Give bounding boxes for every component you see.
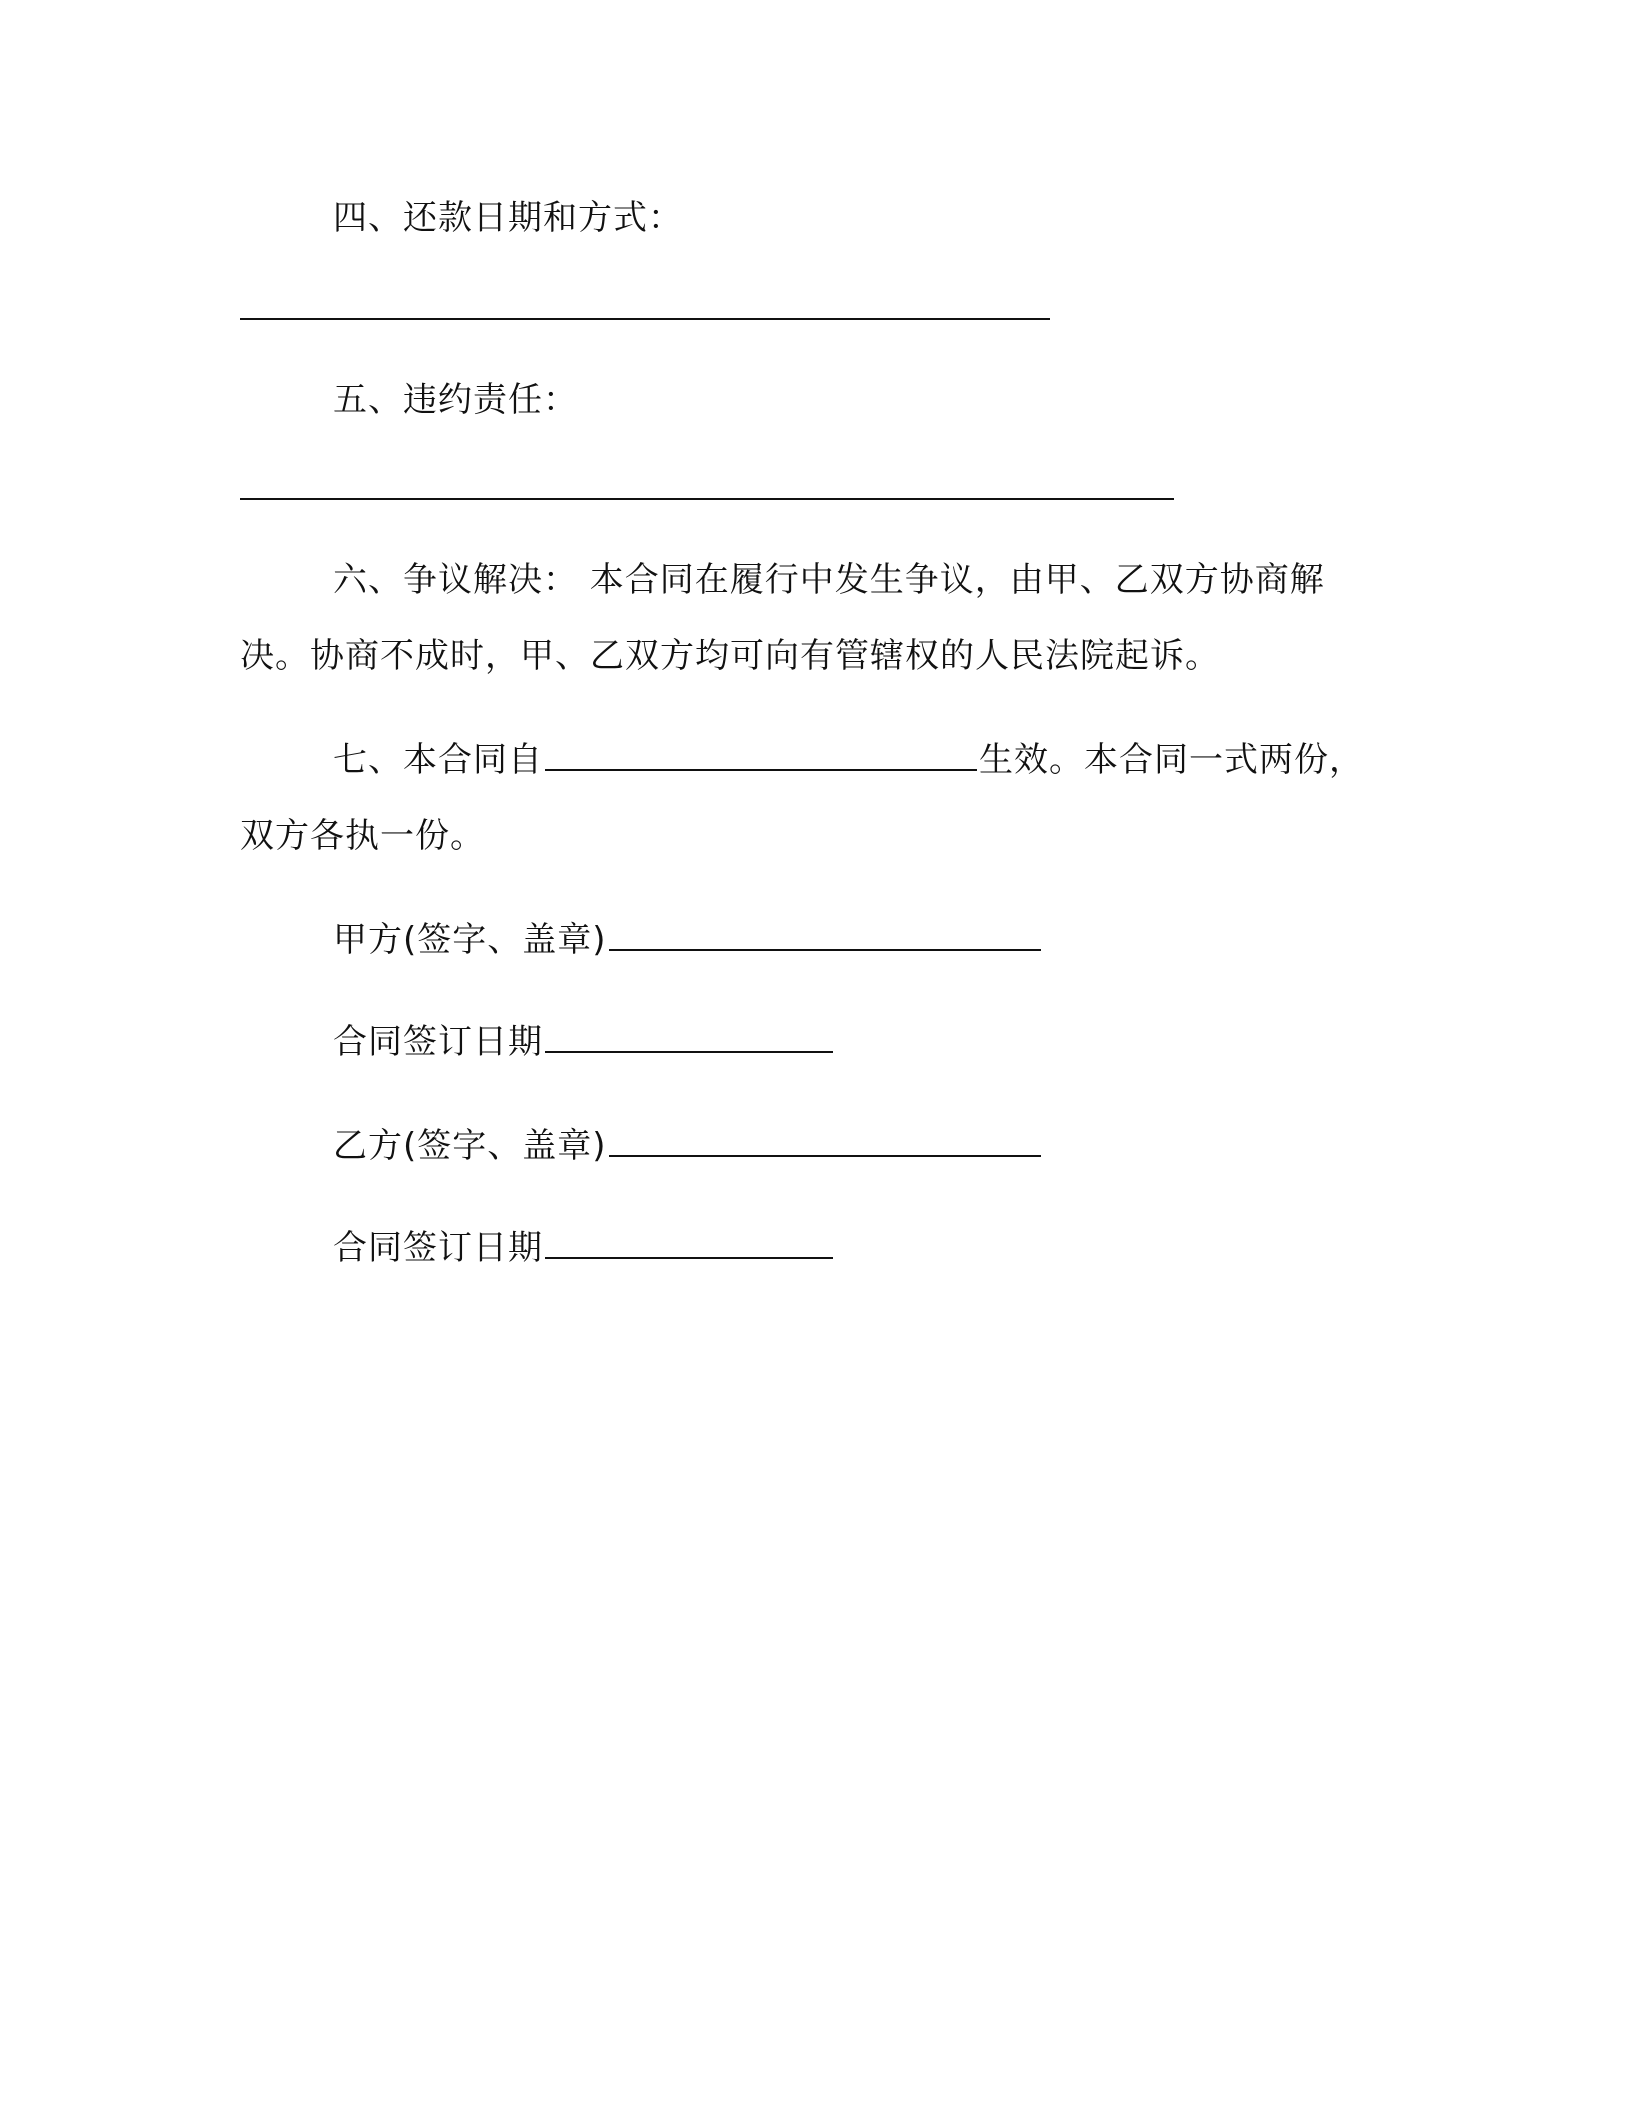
- section-seven-line-2: 双方各执一份。: [240, 816, 485, 856]
- section-six-line-2: 决。协商不成时，甲、乙双方均可向有管辖权的人民法院起诉。: [240, 636, 1220, 676]
- party-a-date-label: 合同签订日期: [333, 1022, 543, 1062]
- section-seven-suffix: 生效。本合同一式两份，: [979, 740, 1364, 780]
- section-five-blank[interactable]: [240, 498, 1174, 500]
- party-a-signature-line: [333, 918, 1043, 962]
- party-a-label: 甲方(签字、盖章): [333, 920, 607, 960]
- party-b-signature-blank[interactable]: [609, 1125, 1041, 1157]
- section-six-line-1: 六、争议解决： 本合同在履行中发生争议，由甲、乙双方协商解: [333, 560, 1325, 600]
- section-four-blank[interactable]: [240, 318, 1050, 320]
- section-five-heading: 五、违约责任：: [333, 380, 578, 420]
- party-b-signature-line: [333, 1124, 1043, 1168]
- party-b-date-line: [333, 1226, 835, 1270]
- section-seven-prefix: 七、本合同自: [333, 740, 543, 780]
- party-b-label: 乙方(签字、盖章): [333, 1126, 607, 1166]
- party-a-date-line: [333, 1020, 835, 1064]
- party-b-date-blank[interactable]: [545, 1227, 833, 1259]
- section-seven-line-1: [333, 738, 1364, 782]
- party-a-date-blank[interactable]: [545, 1021, 833, 1053]
- section-four-heading: 四、还款日期和方式：: [333, 198, 683, 238]
- effective-date-blank[interactable]: [545, 739, 977, 771]
- party-a-signature-blank[interactable]: [609, 919, 1041, 951]
- party-b-date-label: 合同签订日期: [333, 1228, 543, 1268]
